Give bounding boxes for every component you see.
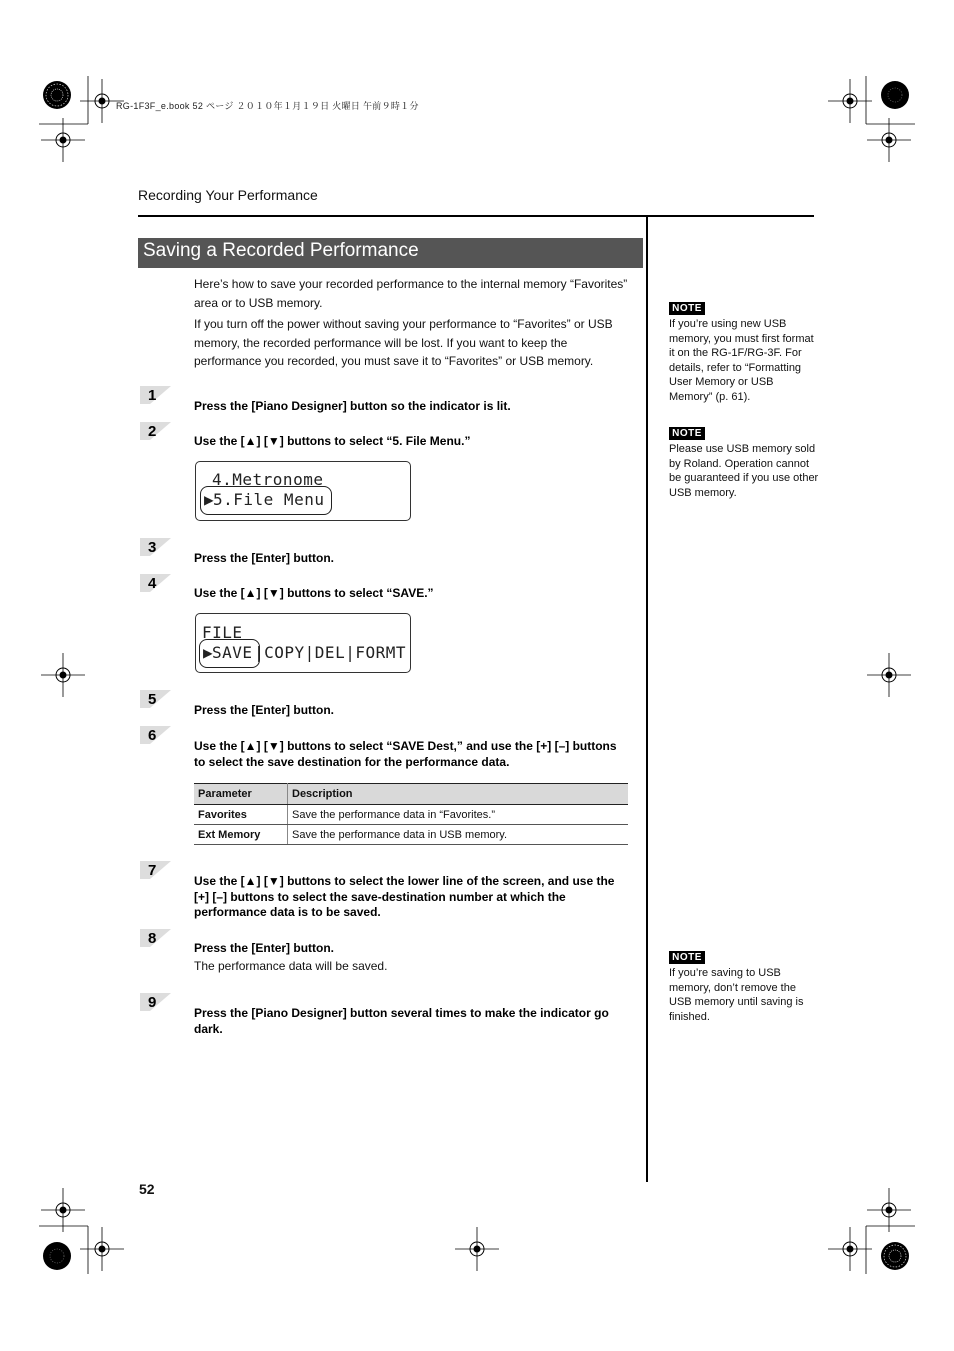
step-text-5: Press the [Enter] button. [194, 703, 335, 717]
lcd-line-1: 4.Metronome [212, 470, 324, 489]
step-text-7: Use the [▲] [▼] buttons to select the lower line of the screen, and use the [+] [–] buttons to select the save-destination number at which the performance data is to be saved. [194, 874, 615, 919]
lcd-display-file-menu [195, 461, 411, 521]
intro-paragraph-2: If you turn off the power without saving your performance to “Favorites” or USB memory, the recorded performance will be lost. If you want to keep the performance you recorded, you must save it to “Favorites” or USB memory. [194, 317, 613, 368]
step-number: 2 [148, 423, 157, 440]
header-rule [138, 215, 814, 217]
lcd-display-file [195, 613, 411, 673]
running-header: Recording Your Performance [138, 187, 318, 203]
step-number: 6 [148, 727, 157, 744]
step-badge-2 [140, 420, 173, 440]
lcd-cursor-icon: ▶ [203, 643, 214, 662]
step-number: 3 [148, 539, 157, 556]
step-number: 1 [148, 387, 157, 404]
step-number: 5 [148, 691, 157, 708]
table-header-parameter: Parameter [194, 784, 288, 805]
table-row [194, 805, 628, 825]
table-cell-parameter: Favorites [194, 805, 288, 825]
step-badge-5 [140, 688, 173, 708]
step-number: 7 [148, 862, 157, 879]
step-number: 8 [148, 930, 157, 947]
table-cell-description: Save the performance data in USB memory. [288, 825, 629, 845]
note-text-3: If you’re saving to USB memory, don’t remove the USB memory until saving is finished. [669, 967, 804, 1023]
intro-paragraph-1: Here’s how to save your recorded performance to the internal memory “Favorites” area or to USB memory. [194, 277, 628, 310]
step-number: 4 [148, 575, 157, 592]
lcd-selected-item: SAVE [212, 643, 253, 662]
page-number: 52 [139, 1181, 155, 1197]
step-badge-9 [140, 991, 173, 1011]
step-text-6: Use the [▲] [▼] buttons to select “SAVE Dest,” and use the [+] [–] buttons to select the save destination for the performance data. [194, 739, 617, 769]
print-info: RG-1F3F_e.book 52 ページ ２０１０年１月１９日 火曜日 午前９時１分 [116, 101, 419, 111]
step-badge-1 [140, 384, 173, 404]
table-header-row [194, 784, 628, 805]
note-badge: NOTE [669, 951, 705, 964]
table-cell-parameter: Ext Memory [194, 825, 288, 845]
step-text-9: Press the [Piano Designer] button several times to make the indicator go dark. [194, 1006, 609, 1036]
parameter-table [194, 783, 628, 845]
step-badge-3 [140, 536, 173, 556]
step-badge-6 [140, 724, 173, 744]
table-header-description: Description [288, 784, 629, 805]
column-divider [646, 215, 648, 1182]
step-text-2: Use the [▲] [▼] buttons to select “5. File Menu.” [194, 434, 471, 448]
section-title: Saving a Recorded Performance [143, 240, 419, 261]
step-text-8: Press the [Enter] button. [194, 941, 335, 955]
lcd-line-2: 5.File Menu [213, 490, 325, 509]
lcd-other-items: |COPY|DEL|FORMT [254, 643, 406, 662]
note-text-1: If you’re using new USB memory, you must first format it on the RG-1F/RG-3F. For details, refer to “Formatting User Memory or USB Memory” (p. 61). [669, 318, 814, 403]
note-badge: NOTE [669, 302, 705, 315]
lcd-line-1: FILE [202, 623, 243, 642]
note-badge: NOTE [669, 427, 705, 440]
note-text-2: Please use USB memory sold by Roland. Operation cannot be guaranteed if you use other USB memory. [669, 443, 819, 499]
step-badge-7 [140, 859, 173, 879]
lcd-cursor-icon: ▶ [204, 490, 215, 509]
step-text-1: Press the [Piano Designer] button so the indicator is lit. [194, 399, 511, 413]
step-text-4: Use the [▲] [▼] buttons to select “SAVE.” [194, 586, 434, 600]
step-badge-4 [140, 572, 173, 592]
table-cell-description: Save the performance data in “Favorites.” [288, 805, 629, 825]
step-number: 9 [148, 994, 157, 1011]
step-8-result: The performance data will be saved. [194, 959, 388, 973]
table-row [194, 825, 628, 845]
step-badge-8 [140, 927, 173, 947]
step-text-3: Press the [Enter] button. [194, 551, 335, 565]
